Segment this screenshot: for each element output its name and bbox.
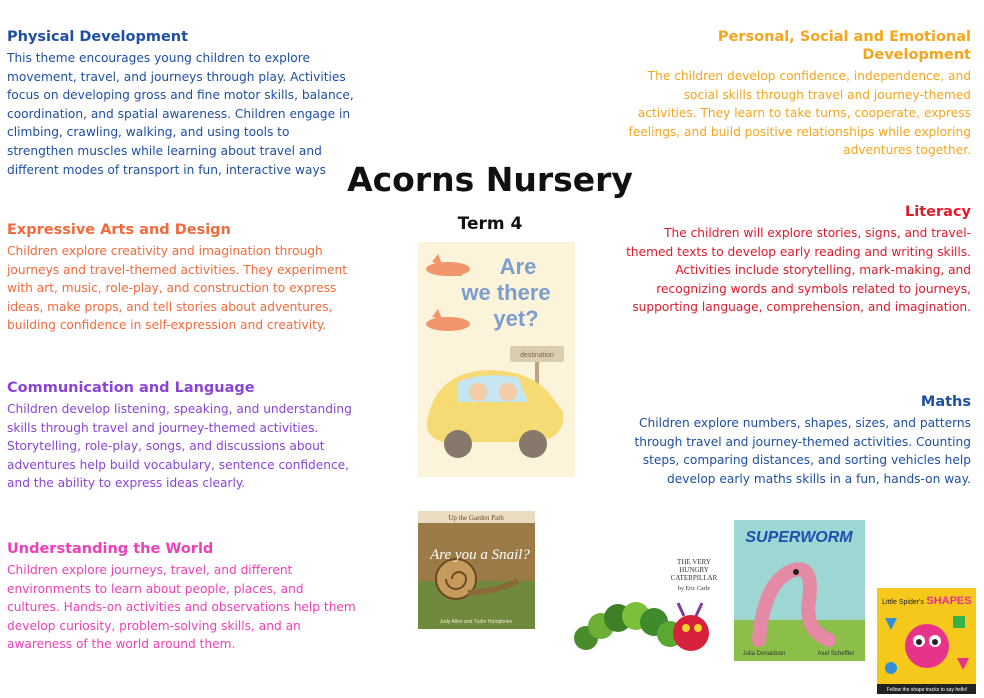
expressive-arts-section <box>7 221 359 335</box>
understanding-world-heading: Understanding the World <box>7 541 214 557</box>
cover-title-line: Are <box>499 254 537 279</box>
expressive-arts-heading: Expressive Arts and Design <box>7 222 231 238</box>
communication-language-heading: Communication and Language <box>7 380 255 396</box>
psed-heading: Personal, Social and Emotional Development <box>717 29 971 63</box>
caterpillar-author: by Eric Carle <box>678 586 710 592</box>
snail-authors: Judy Allen and Tudor Humphries <box>439 619 513 625</box>
literacy-section <box>626 203 971 317</box>
literacy-heading: Literacy <box>905 204 971 220</box>
understanding-world-body: Children explore journeys, travel, and different environments to learn about people, places, and cultures. Hands-on activities and observations help them develop curiosity, problem-solving skills, and an awareness of the world around them. <box>7 563 356 652</box>
shapes-title-main: SHAPES <box>926 595 972 607</box>
spider-icon <box>905 624 949 668</box>
shapes-tagline: Follow the shape tracks to say hello! <box>886 687 968 693</box>
expressive-arts-body: Children explore creativity and imagination through journeys and travel-themed activities. They experiment with art, music, role-play, and construction to express ideas, make props, and tell stories about adventures, building confidence in self-expression and creativity. <box>7 244 348 333</box>
shapes-title-prefix: Little Spider's <box>882 599 924 606</box>
book-cover-hungry-caterpillar <box>566 548 724 666</box>
communication-language-section <box>7 379 359 493</box>
series-label: Up the Garden Path <box>448 514 504 522</box>
physical-development-body: This theme encourages young children to explore movement, travel, and journeys through play. Activities focus on developing gross and fine motor skills, balance, coordination, and spatial awareness. Children engage in climbing, crawling, walking, and using tools to strengthen muscles while learning about travel and different modes of transport in fun, interactive ways <box>7 51 354 177</box>
understanding-world-section <box>7 540 359 654</box>
literacy-body: The children will explore stories, signs, and travel-themed texts to develop early reading and writing skills. Activities include storytelling, mark-making, and recognizing words and symbols related to journeys, supporting language, comprehension, and imagination. <box>626 226 971 315</box>
caterpillar-title-line: CATERPILLAR <box>670 574 718 582</box>
maths-heading: Maths <box>920 394 971 410</box>
superworm-title: SUPERWORM <box>745 529 853 546</box>
term-subtitle: Term 4 <box>457 214 523 234</box>
maths-body: Children explore numbers, shapes, sizes, and patterns through travel and journey-themed activities. Counting steps, comparing distances, and sorting vehicles help develop early maths skills in a fun, hands-on way. <box>634 416 971 486</box>
maths-section <box>619 393 971 488</box>
communication-language-body: Children develop listening, speaking, and understanding skills through travel and journey-themed activities. Storytelling, role-play, songs, and discussions about adventures help build vocabulary, sentence confidence, and the ability to express ideas clearly. <box>7 402 352 491</box>
superworm-author: Julia Donaldson <box>742 651 786 657</box>
physical-development-heading: Physical Development <box>7 29 189 45</box>
book-cover-are-you-a-snail <box>418 511 535 629</box>
book-cover-are-we-there-yet <box>418 242 575 477</box>
superworm-illustrator: Axel Scheffler <box>817 651 855 657</box>
physical-development-section <box>7 28 357 179</box>
book-cover-superworm <box>734 520 865 661</box>
page-title: Acorns Nursery <box>347 160 633 199</box>
psed-body: The children develop confidence, independence, and social skills through travel and journey-themed activities. They learn to take turns, cooperate, express feelings, and build positive relationships while exploring adventures together. <box>628 69 971 158</box>
cover-title-line: yet? <box>493 306 539 331</box>
caterpillar-title-line: HUNGRY <box>679 566 709 574</box>
book-cover-little-spiders-shapes <box>877 588 976 694</box>
caterpillar-title-line: THE VERY <box>677 558 711 566</box>
cover-title-line: we there <box>461 280 551 305</box>
destination-sign: destination <box>520 352 554 359</box>
psed-section <box>626 28 971 160</box>
snail-title: Are you a Snail? <box>430 547 530 563</box>
